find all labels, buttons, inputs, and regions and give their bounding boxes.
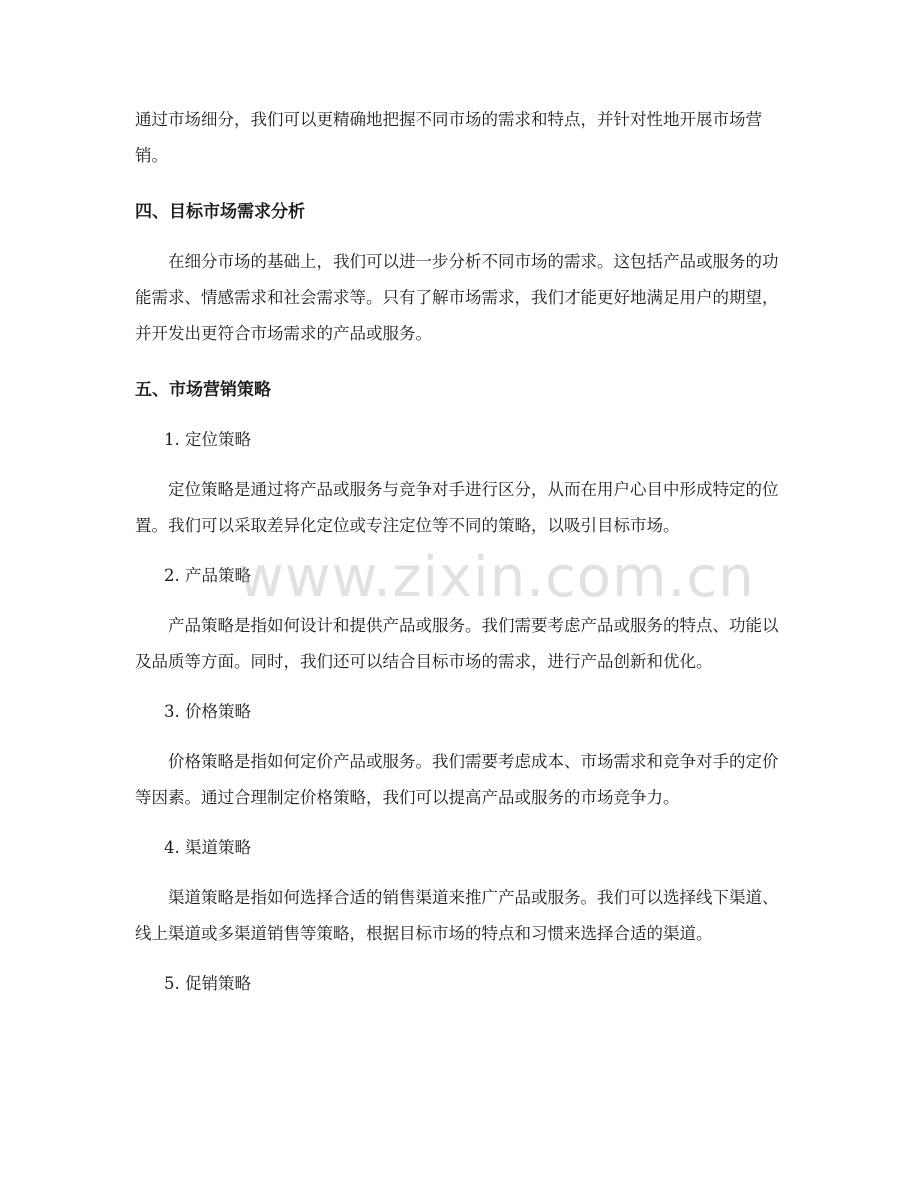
strategy-paragraph-product: 产品策略是指如何设计和提供产品或服务。我们需要考虑产品或服务的特点、功能以及品质等方面。同时，我们还可以结合目标市场的需求，进行产品创新和优化。: [135, 616, 779, 671]
watermark: www.zixin.com.cn: [238, 545, 755, 610]
strategy-title-price: 3. 价格策略: [164, 702, 251, 721]
section-4-paragraph: 在细分市场的基础上，我们可以进一步分析不同市场的需求。这包括产品或服务的功能需求、情感需求和社会需求等。只有了解市场需求，我们才能更好地满足用户的期望，并开发出更符合市场需求的产品或服务。: [135, 252, 779, 343]
strategy-paragraph-price: 价格策略是指如何定价产品或服务。我们需要考虑成本、市场需求和竞争对手的定价等因素。通过合理制定价格策略，我们可以提高产品或服务的市场竞争力。: [135, 752, 779, 807]
strategy-paragraph-channel: 渠道策略是指如何选择合适的销售渠道来推广产品或服务。我们可以选择线下渠道、线上渠道或多渠道销售等策略，根据目标市场的特点和习惯来选择合适的渠道。: [135, 888, 779, 943]
strategy-title-channel: 4. 渠道策略: [164, 838, 251, 857]
intro-paragraph: 通过市场细分，我们可以更精确地把握不同市场的需求和特点，并针对性地开展市场营销。: [135, 110, 762, 165]
strategy-title-positioning: 1. 定位策略: [164, 430, 251, 449]
section-heading-4: 四、目标市场需求分析: [135, 202, 305, 222]
strategy-paragraph-positioning: 定位策略是通过将产品或服务与竞争对手进行区分，从而在用户心目中形成特定的位置。我们可以采取差异化定位或专注定位等不同的策略，以吸引目标市场。: [135, 480, 779, 535]
section-heading-5: 五、市场营销策略: [135, 380, 271, 400]
document-body: [135, 102, 785, 1002]
strategy-title-product: 2. 产品策略: [164, 566, 251, 585]
strategy-title-promotion: 5. 促销策略: [164, 974, 251, 993]
